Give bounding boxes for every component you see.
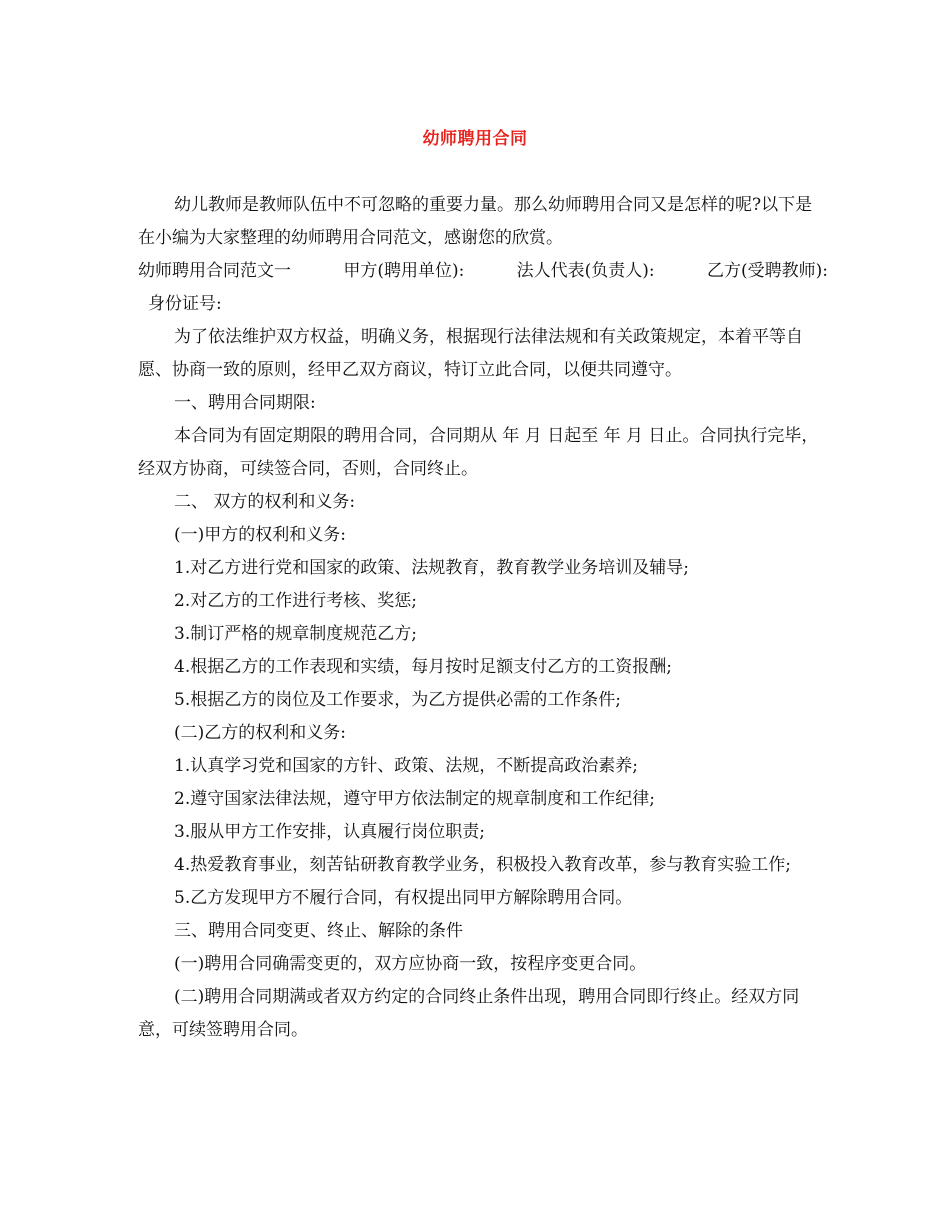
list-item: 2.对乙方的工作进行考核、奖惩;: [174, 591, 417, 611]
list-item: 2.遵守国家法律法规，遵守甲方依法制定的规章制度和工作纪律;: [174, 789, 655, 809]
section-2a-heading: (一)甲方的权利和义务:: [174, 525, 346, 545]
list-item: 5.乙方发现甲方不履行合同，有权提出同甲方解除聘用合同。: [174, 888, 633, 908]
list-item: (二)聘用合同期满或者双方约定的合同终止条件出现，聘用合同即行终止。经双方同意，可续签聘用合同。: [138, 987, 800, 1040]
preamble-paragraph: 为了依法维护双方权益，明确义务，根据现行法律法规和有关政策规定，本着平等自愿、协商一致的原则，经甲乙双方商议，特订立此合同，以便共同遵守。: [138, 327, 803, 380]
section-2b-heading: (二)乙方的权利和义务:: [174, 723, 346, 743]
party-b-label: 乙方(受聘教师):: [706, 261, 828, 281]
legal-rep-label: 法人代表(负责人):: [516, 261, 655, 281]
section-3-heading: 三、聘用合同变更、终止、解除的条件: [174, 921, 463, 941]
document-body: [138, 189, 828, 1047]
list-item: 4.热爱教育事业，刻苦钻研教育教学业务，积极投入教育改革，参与教育实验工作;: [174, 855, 791, 875]
party-line: [138, 255, 828, 288]
party-a-label: 甲方(聘用单位):: [343, 261, 465, 281]
list-item: 1.认真学习党和国家的方针、政策、法规，不断提高政治素养;: [174, 756, 638, 776]
list-item: 3.服从甲方工作安排，认真履行岗位职责;: [174, 822, 485, 842]
section-1-heading: 一、聘用合同期限:: [174, 393, 316, 413]
section-1-text: 本合同为有固定期限的聘用合同，合同期从 年 月 日起至 年 月 日止。合同执行完毕，经双方协商，可续签合同，否则，合同终止。: [138, 426, 819, 479]
document-title: 幼师聘用合同: [422, 129, 528, 149]
list-item: (一)聘用合同确需变更的，双方应协商一致，按程序变更合同。: [174, 954, 647, 974]
list-item: 3.制订严格的规章制度规范乙方;: [174, 624, 417, 644]
section-2-heading: 二、 双方的权利和义务:: [174, 492, 356, 512]
list-item: 1.对乙方进行党和国家的政策、法规教育，教育教学业务培训及辅导;: [174, 558, 689, 578]
list-item: 4.根据乙方的工作表现和实绩，每月按时足额支付乙方的工资报酬;: [174, 657, 672, 677]
intro-paragraph: 幼儿教师是教师队伍中不可忽略的重要力量。那么幼师聘用合同又是怎样的呢?以下是在小编为大家整理的幼师聘用合同范文，感谢您的欣赏。: [138, 195, 813, 248]
list-item: 5.根据乙方的岗位及工作要求，为乙方提供必需的工作条件;: [174, 690, 621, 710]
id-number-label: 身份证号:: [148, 294, 222, 314]
sample-label: 幼师聘用合同范文一: [138, 261, 291, 281]
